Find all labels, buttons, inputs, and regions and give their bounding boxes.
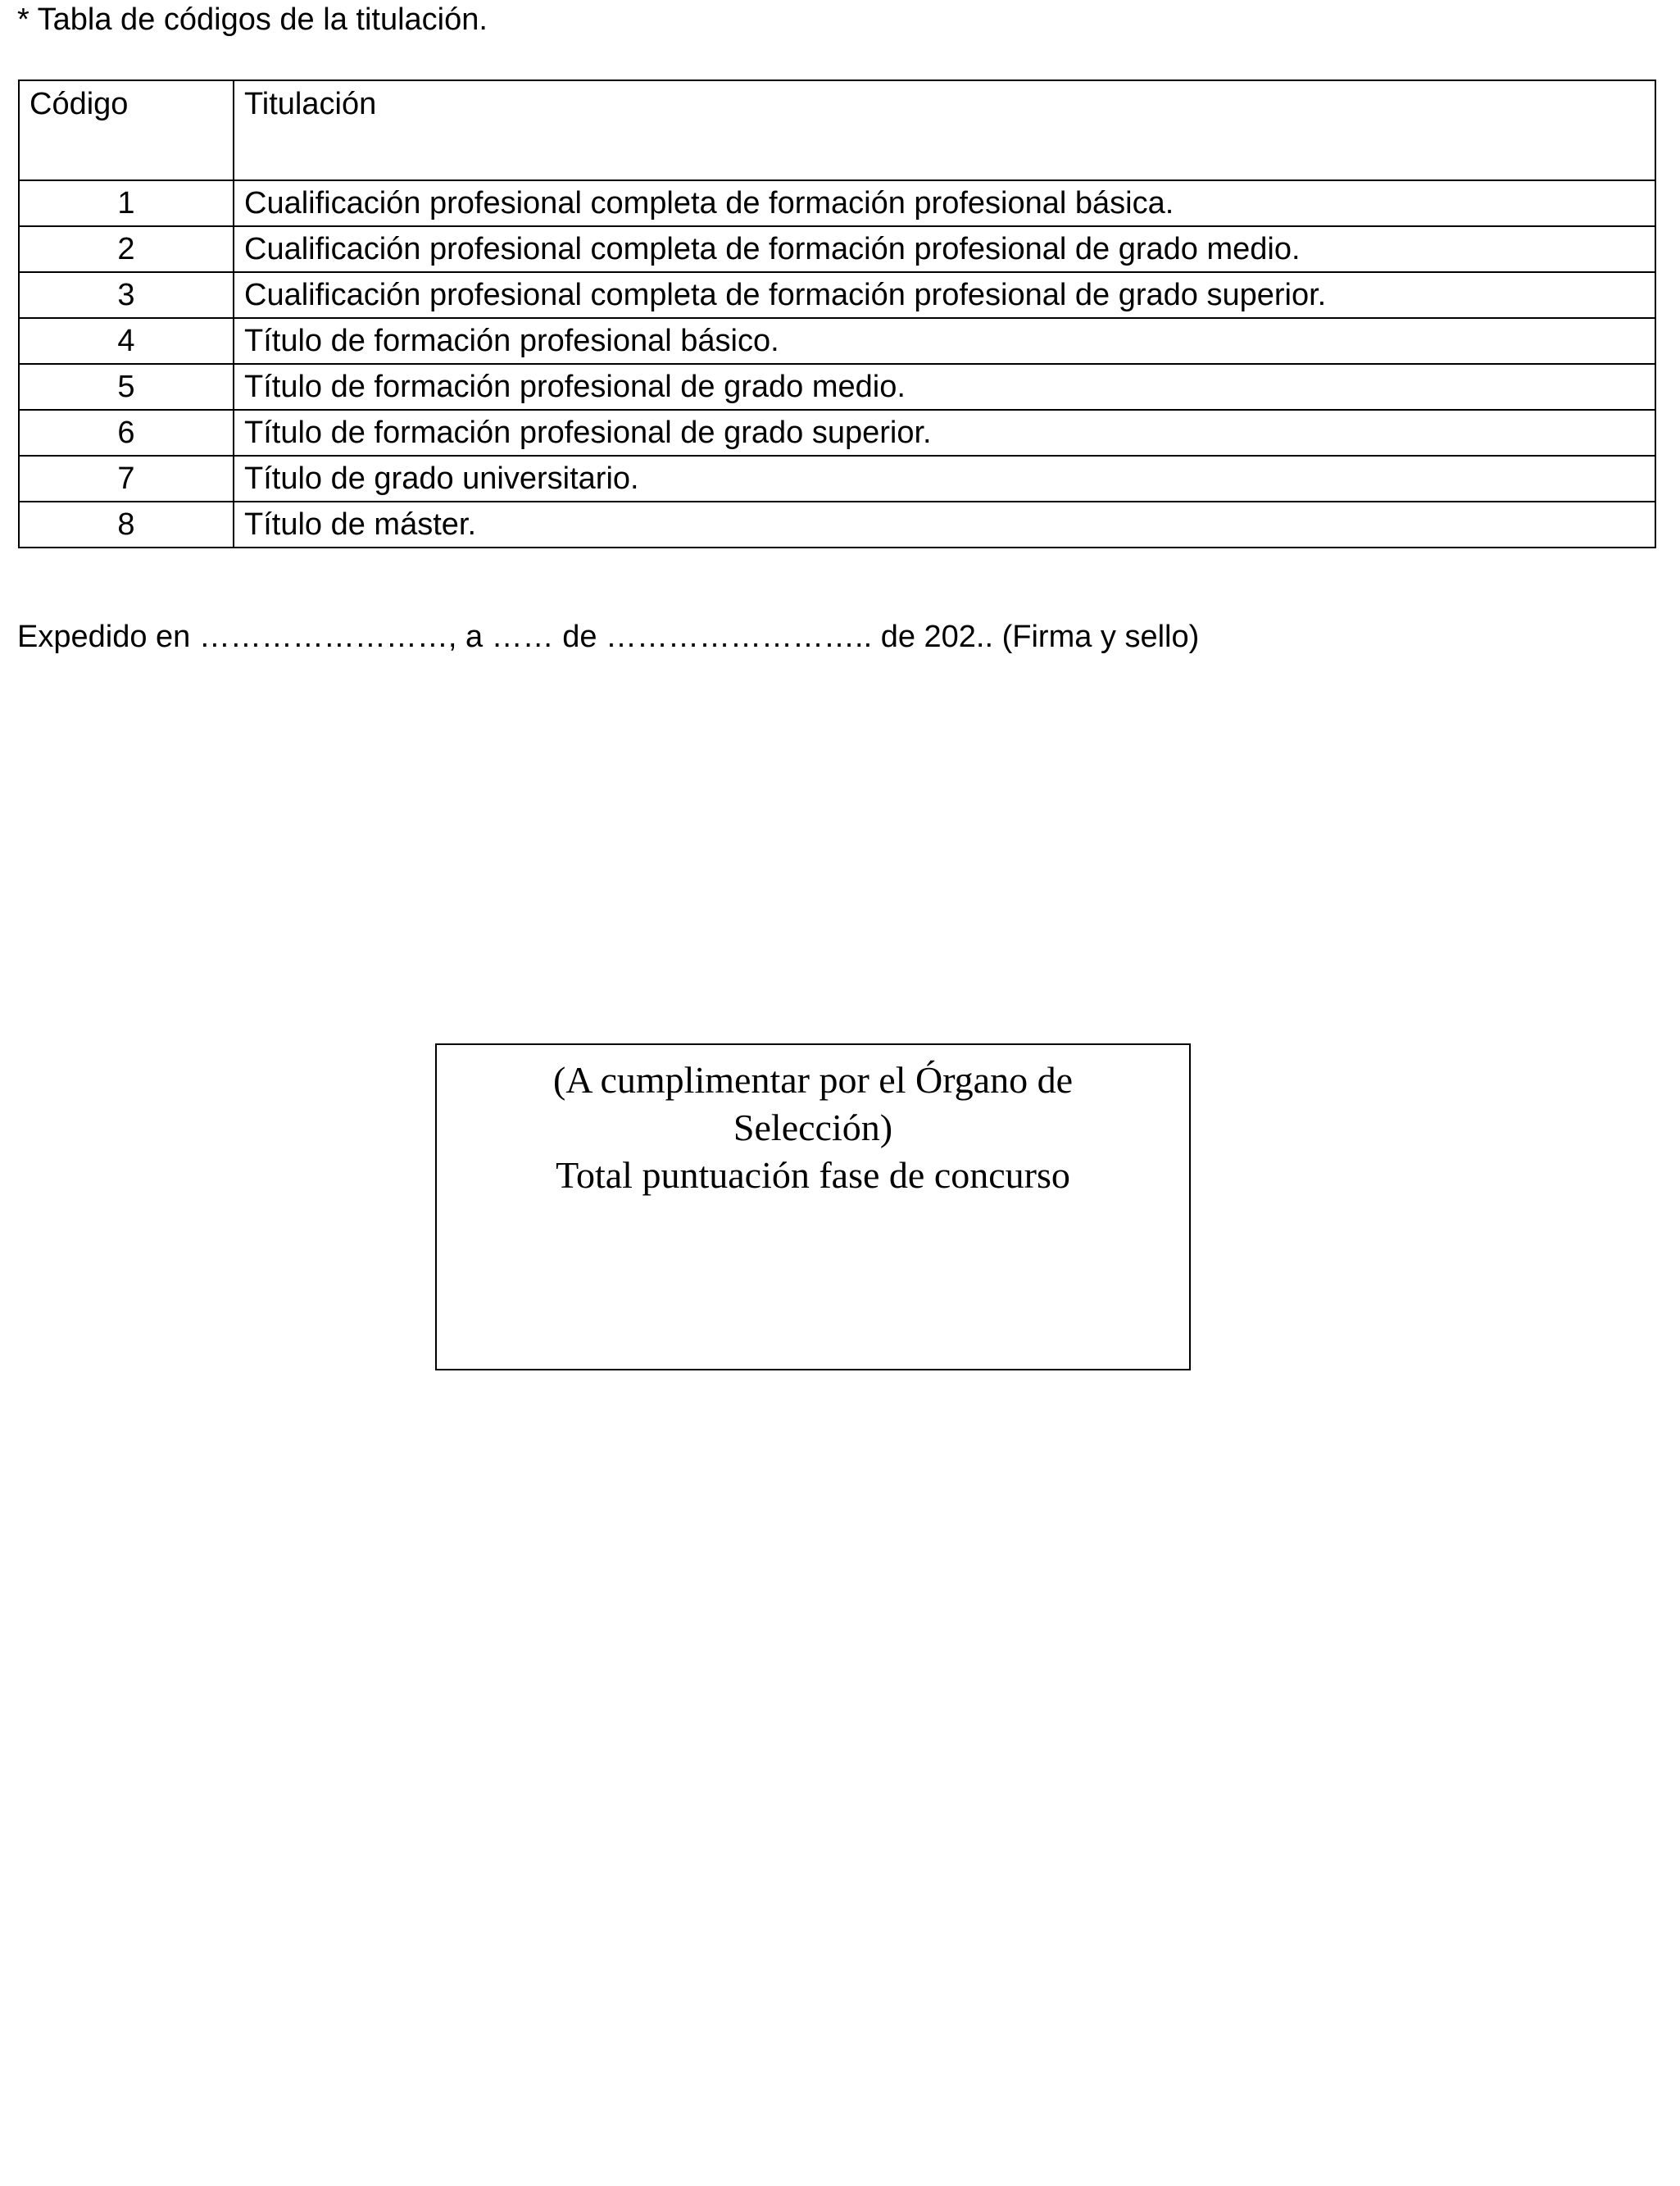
code-cell: 3 [19,272,234,318]
score-box-line-1: (A cumplimentar por el Órgano de [552,1059,1074,1101]
title-cell: Título de formación profesional de grado medio. [234,364,1655,410]
code-cell: 1 [19,180,234,226]
table-row [19,226,1655,272]
title-cell: Título de grado universitario. [234,456,1655,502]
table-row [19,318,1655,364]
table-row [19,456,1655,502]
code-cell: 4 [19,318,234,364]
code-cell: 6 [19,410,234,456]
table-row [19,364,1655,410]
table-row [19,502,1655,548]
score-box-line-2: Selección) [733,1107,893,1148]
code-cell: 2 [19,226,234,272]
title-cell: Título de máster. [234,502,1655,548]
code-cell: 5 [19,364,234,410]
code-cell: 8 [19,502,234,548]
table-caption: * Tabla de códigos de la titulación. [17,2,488,37]
table-row [19,272,1655,318]
table-row [19,410,1655,456]
score-box-line-3: Total puntuación fase de concurso [556,1154,1070,1196]
table-header-row [19,80,1655,180]
code-cell: 7 [19,456,234,502]
title-cell: Cualificación profesional completa de formación profesional de grado superior. [234,272,1655,318]
header-codigo: Código [19,80,234,180]
title-cell: Cualificación profesional completa de formación profesional de grado medio. [234,226,1655,272]
table-row [19,180,1655,226]
title-cell: Cualificación profesional completa de formación profesional básica. [234,180,1655,226]
title-cell: Título de formación profesional de grado superior. [234,410,1655,456]
qualification-codes-table [18,80,1656,548]
total-score-box [435,1043,1191,1370]
header-titulacion: Titulación [234,80,1655,180]
title-cell: Título de formación profesional básico. [234,318,1655,364]
issued-place-date-line: Expedido en ……………………, a …… de …………………….. de 202.. (Firma y sello) [17,620,1200,654]
